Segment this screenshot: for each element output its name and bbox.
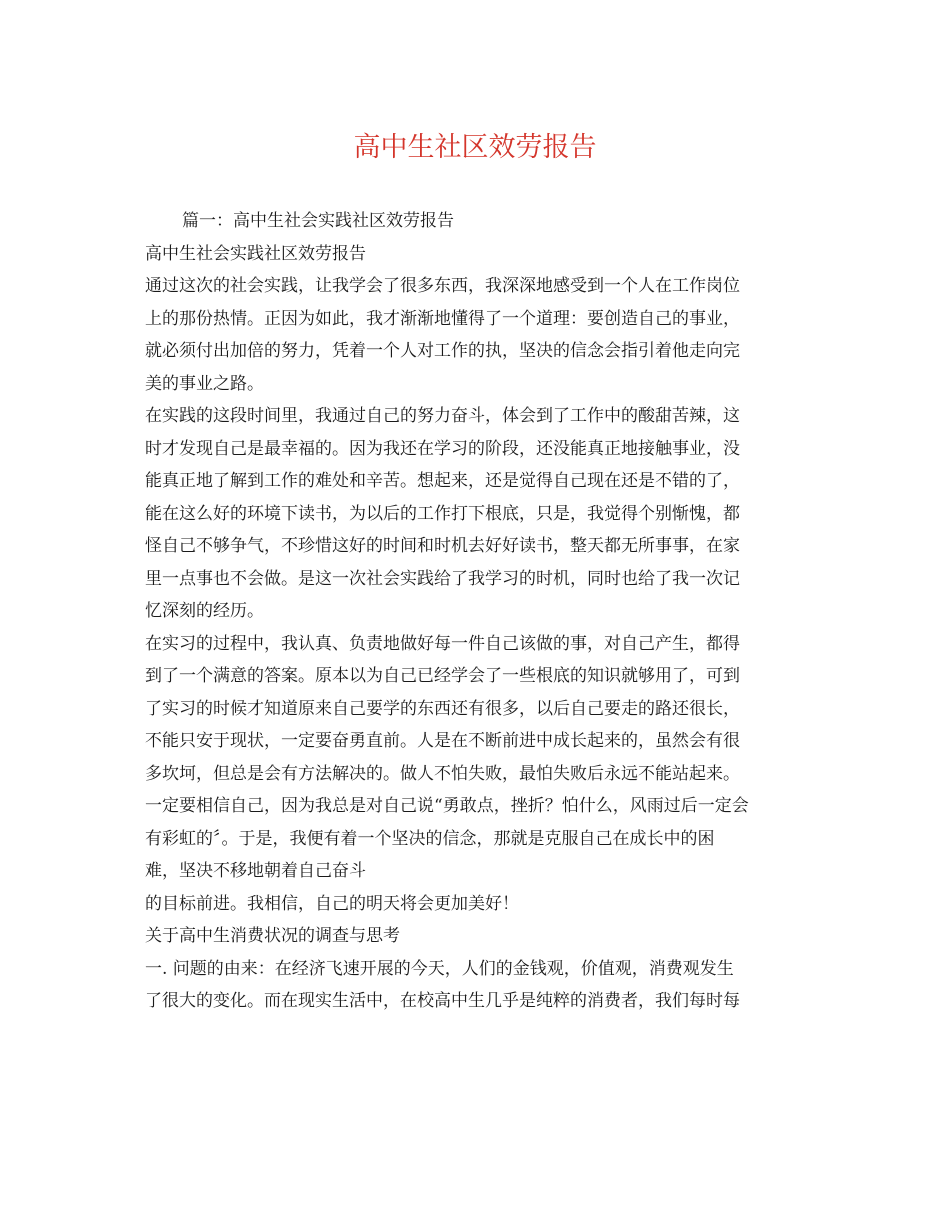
document-body: [145, 205, 813, 1018]
paragraph-line: 有彩虹的〞。于是，我便有着一个坚决的信念，那就是克服自己在成长中的困: [145, 828, 715, 849]
paragraph-line: 多坎坷，但总是会有方法解决的。做人不怕失败，最怕失败后永远不能站起来。: [145, 763, 740, 784]
section-heading: 篇一：高中生社会实践社区效劳报告: [182, 211, 454, 231]
paragraph-line: 在实习的过程中，我认真、负责地做好每一件自己该做的事，对自己产生，都得: [145, 633, 740, 654]
document-title: 高中生社区效劳报告: [353, 132, 597, 163]
paragraph-line: 的目标前进。我相信，自己的明天将会更加美好！: [145, 893, 519, 914]
paragraph-line: 怪自己不够争气，不珍惜这好的时间和时机去好好读书，整天都无所事事，在家: [145, 536, 740, 556]
paragraph-line: 上的那份热情。正因为如此，我才渐渐地懂得了一个道理：要创造自己的事业，: [145, 308, 740, 329]
paragraph-line: 忆深刻的经历。: [145, 601, 264, 621]
paragraph-line: 时才发现自己是最幸福的。因为我还在学习的阶段，还没能真正地接触事业，没: [145, 438, 740, 459]
paragraph-line: 在实践的这段时间里，我通过自己的努力奋斗，体会到了工作中的酸甜苦辣，这: [145, 406, 740, 426]
paragraph-line: 难，坚决不移地朝着自己奋斗: [145, 861, 366, 881]
paragraph-line: 了实习的时候才知道原来自己要学的东西还有很多，以后自己要走的路还很长，: [145, 698, 740, 719]
paragraph-line: 一定要相信自己，因为我总是对自己说“勇敢点，挫折？怕什么，风雨过后一定会: [145, 796, 749, 816]
subheading: 关于高中生消费状况的调查与思考: [145, 926, 400, 946]
paragraph-line: 就必须付出加倍的努力，凭着一个人对工作的执，坚决的信念会指引着他走向完: [145, 341, 740, 361]
paragraph-line: 里一点事也不会做。是这一次社会实践给了我学习的时机，同时也给了我一次记: [145, 568, 740, 589]
paragraph-line: 不能只安于现状，一定要奋勇直前。人是在不断前进中成长起来的，虽然会有很: [145, 731, 740, 751]
paragraph-line: 一. 问题的由来：在经济飞速开展的今天，人们的金钱观，价值观，消费观发生: [145, 958, 734, 979]
subheading: 高中生社会实践社区效劳报告: [145, 243, 366, 264]
paragraph-line: 美的事业之路。: [145, 373, 264, 394]
paragraph-line: 到了一个满意的答案。原本以为自己已经学会了一些根底的知识就够用了，可到: [145, 666, 740, 686]
paragraph-line: 能真正地了解到工作的难处和辛苦。想起来，还是觉得自己现在还是不错的了，: [145, 471, 740, 491]
paragraph-line: 通过这次的社会实践，让我学会了很多东西，我深深地感受到一个人在工作岗位: [145, 276, 740, 296]
paragraph-line: 能在这么好的环境下读书，为以后的工作打下根底，只是，我觉得个别惭愧，都: [145, 503, 740, 524]
paragraph-line: 了很大的变化。而在现实生活中，在校高中生几乎是纯粹的消费者，我们每时每: [145, 991, 740, 1011]
